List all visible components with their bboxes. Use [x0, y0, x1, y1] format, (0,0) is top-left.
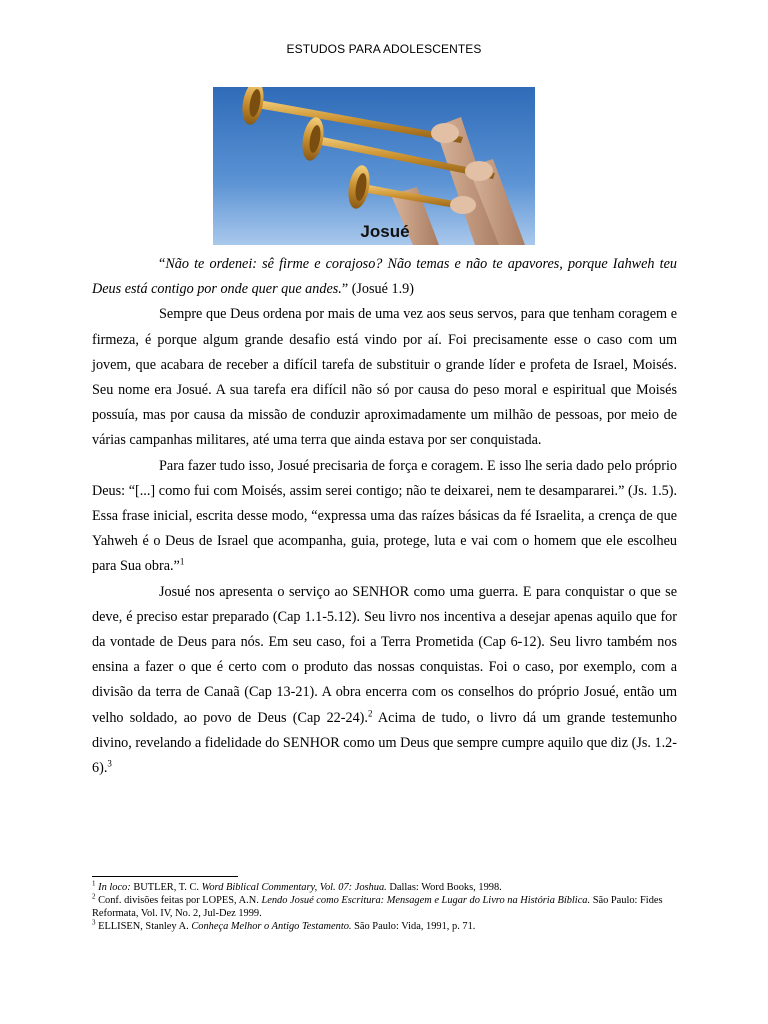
quote-reference: (Josué 1.9) [348, 281, 414, 298]
paragraph-2: Para fazer tudo isso, Josué precisaria de força e coragem. E isso lhe seria dado pelo próprio Deus: “[...] como fui com Moisés, assim serei contigo; não te deixarei, nem te desampararei.” (Js. 1.5). Essa frase inicial, escrita desse modo, “expressa uma das raízes básicas da fé Israelita, a crença de que Yahweh é o Deus de Israel que acompanha, guia, protege, luta e vai com o homem que ele escolheu para Sua obra.”$^1$ [92, 457, 677, 575]
opening-quote: “Não te ordenei: sê firme e corajoso? Não temas e não te apavores, porque Iahweh teu Deus está contigo por onde quer que andes.” (Josué 1.9) [92, 256, 677, 298]
footnote-2: $^2$ Conf. divisões feitas por LOPES, A.N. Lendo Josué como Escritura: Mensagem e Lugar do Livro na História Bíblica. São Paulo: Fides Reformata, Vol. IV, No. 2, Jul-Dez 1999. [92, 892, 663, 919]
quote-text: Não te ordenei: sê firme e corajoso? Não temas e não te apavores, porque Iahweh teu Deus está contigo por onde quer que andes. [92, 256, 677, 298]
article-body [92, 252, 677, 781]
footnote-ref-2[interactable]: 2 [367, 707, 373, 718]
paragraph-1: Sempre que Deus ordena por mais de uma vez aos seus servos, para que tenham coragem e firmeza, é porque algum grande desafio está vindo por aí. Foi precisamente esse o caso com um jovem, que acabara de receber a difícil tarefa de substituir o grande líder e profeta de Israel, Moisés. Seu nome era Josué. A sua tarefa era difícil não só por causa do peso moral e espiritual que Moisés possuía, mas por causa da missão de conduzir aproximadamente um milhão de pessoas, por meio de várias campanhas militares, até uma terra que ainda estava por ser conquistada. [92, 306, 677, 449]
footnote-ref-1[interactable]: 1 [179, 556, 185, 567]
footnote-1: $^1$ In loco: BUTLER, T. C. Word Biblical Commentary, Vol. 07: Joshua. Dallas: Word Books, 1998. [92, 879, 502, 893]
footnotes [92, 876, 677, 933]
page-header: ESTUDOS PARA ADOLESCENTES [286, 42, 482, 56]
footnote-3: $^3$ ELLISEN, Stanley A. Conheça Melhor o Antigo Testamento. São Paulo: Vida, 1991, p. 71. [92, 918, 476, 932]
paragraph-3: Josué nos apresenta o serviço ao SENHOR como uma guerra. E para conquistar o que se deve, é preciso estar preparado (Cap 1.1-5.12). Seu livro nos incentiva a desejar apenas aquilo que for da vontade de Deus para nós. Em seu caso, foi a Terra Prometida (Cap 6-12). Seu livro também nos ensina a fazer o que é certo com o produto das nossas conquistas. Foi o caso, por exemplo, com a divisão da terra de Canaã (Cap 13-21). A obra encerra com os conselhos do próprio Josué, então um velho soldado, ao povo de Deus (Cap 22-24).$^2$ Acima de tudo, o livro dá um grande testemunho divino, revelando a fidelidade do SENHOR como um Deus que sempre cumpre aquilo que diz (Js. 1.2-6).$^3$ [92, 583, 677, 777]
footnote-divider [92, 876, 238, 877]
footnote-ref-3[interactable]: 3 [107, 758, 112, 769]
banner-caption: Josué [360, 222, 410, 241]
josue-banner-image [213, 87, 535, 245]
